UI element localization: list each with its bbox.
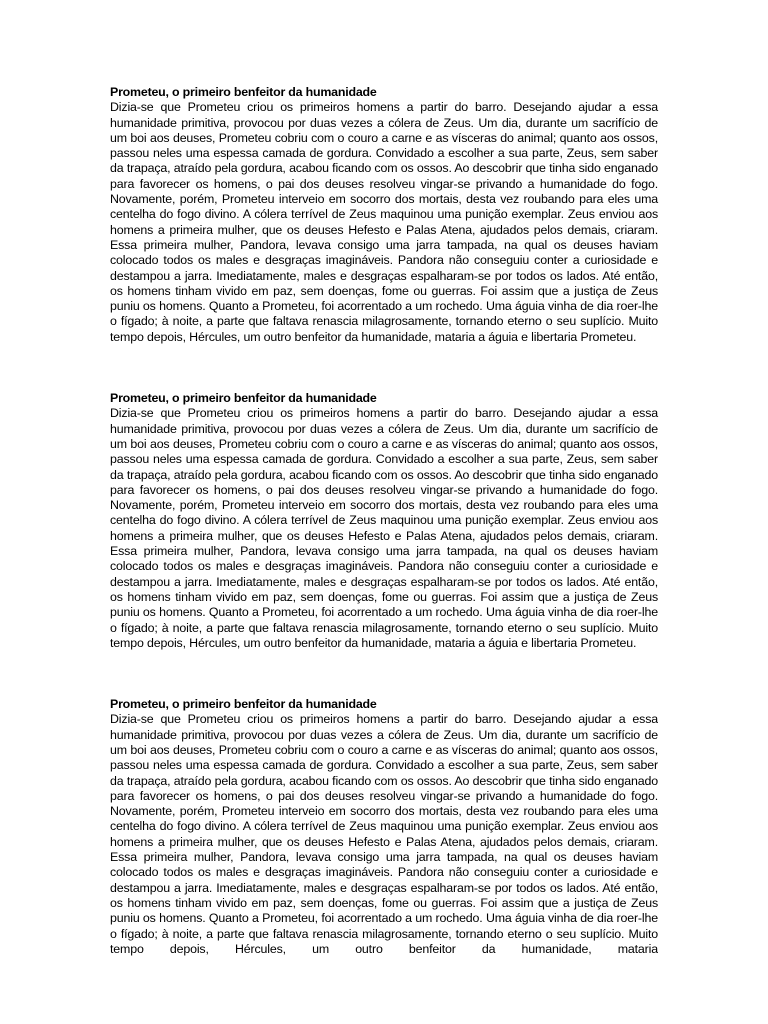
section-heading: Prometeu, o primeiro benfeitor da humanidade (110, 697, 377, 712)
section-1 (110, 85, 658, 345)
section-paragraph: Dizia-se que Prometeu criou os primeiros homens a partir do barro. Desejando ajudar a essa humanidade primitiva, provocou por duas vezes a cólera de Zeus. Um dia, durante um sacrifício de um boi aos deuses, Prometeu cobriu com o couro a carne e as vísceras do animal; quanto aos ossos, passou neles uma espessa camada de gordura. Convidado a escolher a sua parte, Zeus, sem saber da trapaça, atraído pela gordura, acabou ficando com os ossos. Ao descobrir que tinha sido enganado para favorecer os homens, o pai dos deuses resolveu vingar-se privando a humanidade do fogo. Novamente, porém, Prometeu interveio em socorro dos mortais, desta vez roubando para eles uma centelha do fogo divino. A cólera terrível de Zeus maquinou uma punição exemplar. Zeus enviou aos homens a primeira mulher, que os deuses Hefesto e Palas Atena, ajudados pelos demais, criaram. Essa primeira mulher, Pandora, levava consigo uma jarra tampada, na qual os deuses haviam colocado todos os males e desgraças imagináveis. Pandora não conseguiu conter a curiosidade e destampou a jarra. Imediatamente, males e desgraças espalharam-se por todos os lados. Até então, os homens tinham vivido em paz, sem doenças, fome ou guerras. Foi assim que a justiça de Zeus puniu os homens. Quanto a Prometeu, foi acorrentado a um rochedo. Uma águia vinha de dia roer-lhe o fígado; à noite, a parte que faltava renascia milagrosamente, tornando eterno o seu suplício. Muito tempo depois, Hércules, um outro benfeitor da humanidade, mataria a águia e libertaria Prometeu. (110, 406, 658, 650)
section-heading: Prometeu, o primeiro benfeitor da humanidade (110, 85, 377, 99)
section-paragraph: Dizia-se que Prometeu criou os primeiros homens a partir do barro. Desejando ajudar a essa humanidade primitiva, provocou por duas vezes a cólera de Zeus. Um dia, durante um sacrifício de um boi aos deuses, Prometeu cobriu com o couro a carne e as vísceras do animal; quanto aos ossos, passou neles uma espessa camada de gordura. Convidado a escolher a sua parte, Zeus, sem saber da trapaça, atraído pela gordura, acabou ficando com os ossos. Ao descobrir que tinha sido enganado para favorecer os homens, o pai dos deuses resolveu vingar-se privando a humanidade do fogo. Novamente, porém, Prometeu interveio em socorro dos mortais, desta vez roubando para eles uma centelha do fogo divino. A cólera terrível de Zeus maquinou uma punição exemplar. Zeus enviou aos homens a primeira mulher, que os deuses Hefesto e Palas Atena, ajudados pelos demais, criaram. Essa primeira mulher, Pandora, levava consigo uma jarra tampada, na qual os deuses haviam colocado todos os males e desgraças imagináveis. Pandora não conseguiu conter a curiosidade e destampou a jarra. Imediatamente, males e desgraças espalharam-se por todos os lados. Até então, os homens tinham vivido em paz, sem doenças, fome ou guerras. Foi assim que a justiça de Zeus puniu os homens. Quanto a Prometeu, foi acorrentado a um rochedo. Uma águia vinha de dia roer-lhe o fígado; à noite, a parte que faltava renascia milagrosamente, tornando eterno o seu suplício. Muito tempo depois, Hércules, um outro benfeitor da humanidade, mataria (110, 712, 658, 956)
section-heading: Prometeu, o primeiro benfeitor da humanidade (110, 391, 377, 406)
section-3 (110, 697, 658, 957)
section-paragraph: Dizia-se que Prometeu criou os primeiros homens a partir do barro. Desejando ajudar a essa humanidade primitiva, provocou por duas vezes a cólera de Zeus. Um dia, durante um sacrifício de um boi aos deuses, Prometeu cobriu com o couro a carne e as vísceras do animal; quanto aos ossos, passou neles uma espessa camada de gordura. Convidado a escolher a sua parte, Zeus, sem saber da trapaça, atraído pela gordura, acabou ficando com os ossos. Ao descobrir que tinha sido enganado para favorecer os homens, o pai dos deuses resolveu vingar-se privando a humanidade do fogo. Novamente, porém, Prometeu interveio em socorro dos mortais, desta vez roubando para eles uma centelha do fogo divino. A cólera terrível de Zeus maquinou uma punição exemplar. Zeus enviou aos homens a primeira mulher, que os deuses Hefesto e Palas Atena, ajudados pelos demais, criaram. Essa primeira mulher, Pandora, levava consigo uma jarra tampada, na qual os deuses haviam colocado todos os males e desgraças imagináveis. Pandora não conseguiu conter a curiosidade e destampou a jarra. Imediatamente, males e desgraças espalharam-se por todos os lados. Até então, os homens tinham vivido em paz, sem doenças, fome ou guerras. Foi assim que a justiça de Zeus puniu os homens. Quanto a Prometeu, foi acorrentado a um rochedo. Uma águia vinha de dia roer-lhe o fígado; à noite, a parte que faltava renascia milagrosamente, tornando eterno o seu suplício. Muito tempo depois, Hércules, um outro benfeitor da humanidade, mataria a águia e libertaria Prometeu. (110, 100, 658, 344)
section-2 (110, 391, 658, 651)
document-page (110, 85, 658, 957)
